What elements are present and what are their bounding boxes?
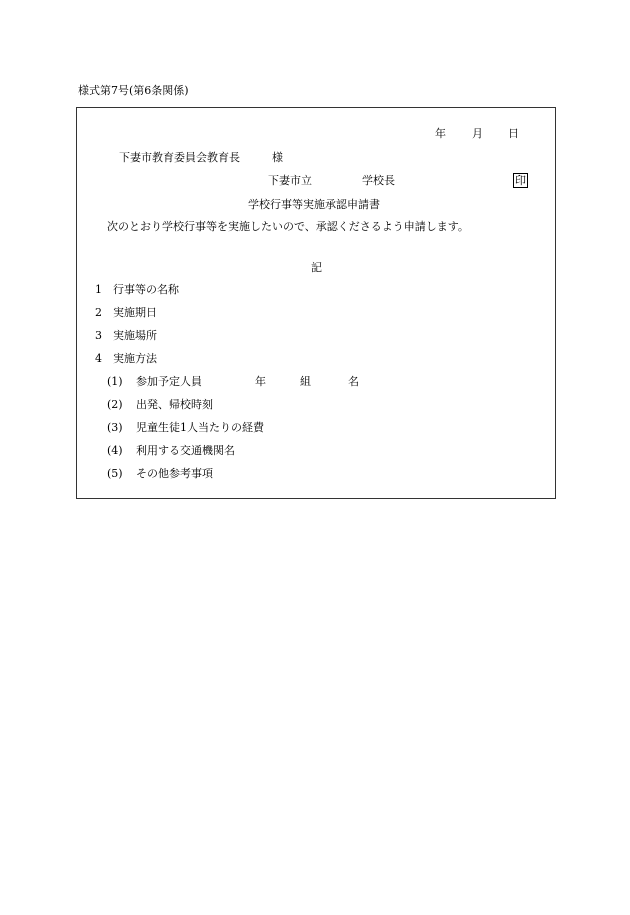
item-number: 1 (95, 283, 102, 296)
subitem-label: その他参考事項 (136, 467, 213, 480)
item-number: 4 (95, 352, 102, 365)
subitem-label: 児童生徒1人当たりの経費 (136, 421, 264, 434)
item-number: 3 (95, 329, 102, 342)
applicant-city: 下妻市立 (268, 174, 312, 187)
form-frame (76, 107, 556, 499)
date-year-label: 年 (435, 127, 446, 140)
subitem-label: 出発、帰校時刻 (136, 398, 213, 411)
form-number: 様式第7号(第6条関係) (78, 84, 189, 97)
participants-year-label: 年 (255, 375, 266, 388)
item-number: 2 (95, 306, 102, 319)
date-day-label: 日 (508, 127, 519, 140)
subitem-number: (2) (107, 398, 123, 411)
seal-mark: 印 (515, 174, 526, 187)
subitem-number: (5) (107, 467, 123, 480)
record-heading: 記 (311, 261, 322, 274)
participants-count-label: 名 (348, 375, 359, 388)
addressee-name: 下妻市教育委員会教育長 (119, 151, 240, 164)
item-label: 実施場所 (113, 329, 157, 342)
participants-class-label: 組 (300, 375, 311, 388)
document-title: 学校行事等実施承認申請書 (248, 198, 380, 211)
date-month-label: 月 (472, 127, 483, 140)
subitem-label: 利用する交通機関名 (136, 444, 235, 457)
addressee-honorific: 様 (272, 151, 283, 164)
subitem-number: (3) (107, 421, 123, 434)
subitem-number: (4) (107, 444, 123, 457)
body-text: 次のとおり学校行事等を実施したいので、承認くださるよう申請します。 (107, 220, 469, 233)
item-label: 行事等の名称 (113, 283, 179, 296)
subitem-label: 参加予定人員 (136, 375, 202, 388)
subitem-number: (1) (107, 375, 123, 388)
item-label: 実施期日 (113, 306, 157, 319)
applicant-title: 学校長 (362, 174, 395, 187)
item-label: 実施方法 (113, 352, 157, 365)
